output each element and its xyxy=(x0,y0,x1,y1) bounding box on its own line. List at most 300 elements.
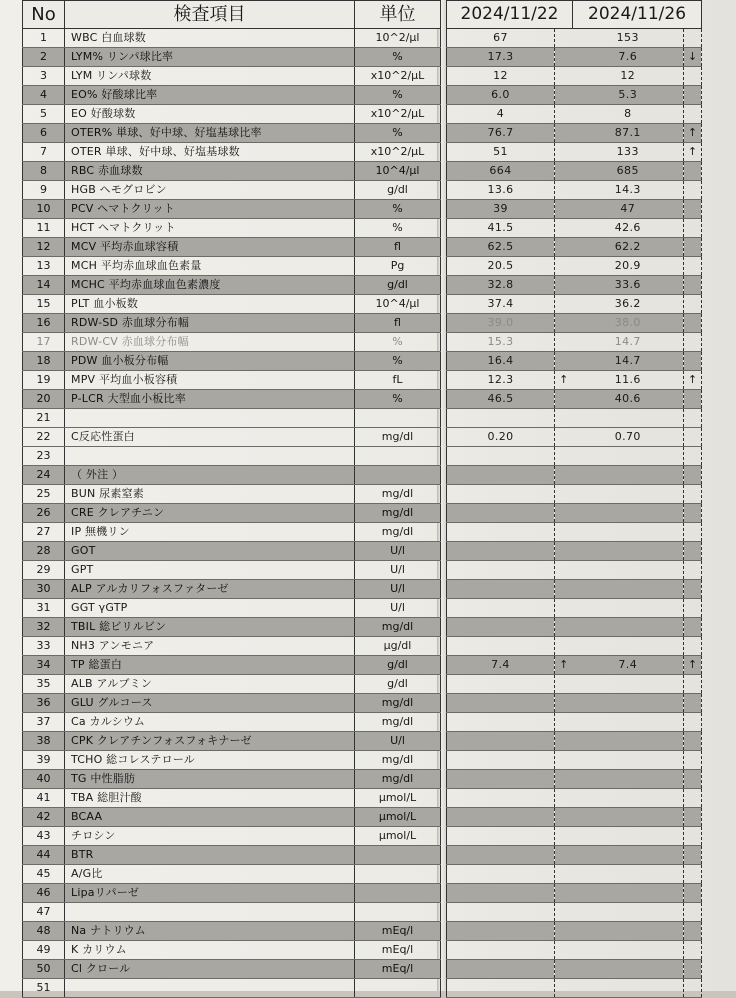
result-row xyxy=(447,979,702,998)
test-item-name: WBC 白血球数 xyxy=(65,29,355,48)
test-item-name xyxy=(65,447,355,466)
test-item-name: P-LCR 大型血小板比率 xyxy=(65,390,355,409)
result-value-1: 67 xyxy=(447,29,555,48)
table-row xyxy=(23,485,441,504)
result-flag-1 xyxy=(555,960,573,979)
result-flag-2 xyxy=(684,561,702,580)
result-row xyxy=(447,314,702,333)
row-number: 30 xyxy=(23,580,65,599)
result-flag-1 xyxy=(555,675,573,694)
result-flag-1 xyxy=(555,618,573,637)
test-item-name: TG 中性脂肪 xyxy=(65,770,355,789)
result-flag-2 xyxy=(684,29,702,48)
table-row xyxy=(23,276,441,295)
result-flag-1 xyxy=(555,941,573,960)
result-flag-1 xyxy=(555,732,573,751)
result-value-2 xyxy=(573,504,684,523)
result-row xyxy=(447,960,702,979)
result-flag-2: ↑ xyxy=(684,371,702,390)
test-unit: U/l xyxy=(355,732,441,751)
table-row xyxy=(23,903,441,922)
table-row xyxy=(23,105,441,124)
result-value-2 xyxy=(573,865,684,884)
result-flag-2 xyxy=(684,637,702,656)
test-unit: % xyxy=(355,86,441,105)
test-unit: mg/dl xyxy=(355,751,441,770)
result-value-2 xyxy=(573,808,684,827)
result-flag-2 xyxy=(684,67,702,86)
test-item-name: OTER% 単球、好中球、好塩基球比率 xyxy=(65,124,355,143)
result-row xyxy=(447,124,702,143)
result-value-2: 14.7 xyxy=(573,352,684,371)
test-item-name: MCV 平均赤血球容積 xyxy=(65,238,355,257)
result-flag-1 xyxy=(555,124,573,143)
result-row xyxy=(447,105,702,124)
test-unit: μg/dl xyxy=(355,637,441,656)
result-value-1 xyxy=(447,694,555,713)
test-unit: mg/dl xyxy=(355,523,441,542)
result-row xyxy=(447,599,702,618)
row-number: 28 xyxy=(23,542,65,561)
result-value-1 xyxy=(447,789,555,808)
result-row xyxy=(447,827,702,846)
result-flag-1 xyxy=(555,67,573,86)
result-flag-2 xyxy=(684,409,702,428)
result-flag-1 xyxy=(555,637,573,656)
test-item-name xyxy=(65,979,355,998)
result-row xyxy=(447,580,702,599)
result-flag-2 xyxy=(684,428,702,447)
result-value-1: 16.4 xyxy=(447,352,555,371)
result-row xyxy=(447,637,702,656)
header-item: 検査項目 xyxy=(65,1,355,29)
result-flag-1 xyxy=(555,428,573,447)
result-value-2: 5.3 xyxy=(573,86,684,105)
result-flag-2 xyxy=(684,390,702,409)
result-value-1: 39 xyxy=(447,200,555,219)
result-flag-2 xyxy=(684,960,702,979)
result-flag-2 xyxy=(684,979,702,998)
row-number: 12 xyxy=(23,238,65,257)
result-value-1 xyxy=(447,580,555,599)
result-row xyxy=(447,789,702,808)
row-number: 27 xyxy=(23,523,65,542)
result-row xyxy=(447,257,702,276)
result-value-1: 7.4 xyxy=(447,656,555,675)
result-flag-2 xyxy=(684,751,702,770)
result-flag-1 xyxy=(555,846,573,865)
result-flag-1 xyxy=(555,295,573,314)
table-row xyxy=(23,580,441,599)
row-number: 7 xyxy=(23,143,65,162)
row-number: 35 xyxy=(23,675,65,694)
test-item-name: チロシン xyxy=(65,827,355,846)
result-row xyxy=(447,770,702,789)
test-unit: μmol/L xyxy=(355,789,441,808)
test-unit: g/dl xyxy=(355,181,441,200)
result-value-1 xyxy=(447,960,555,979)
test-item-name: EO% 好酸球比率 xyxy=(65,86,355,105)
test-unit: 10^4/μl xyxy=(355,295,441,314)
table-row xyxy=(23,352,441,371)
result-value-2: 7.6 xyxy=(573,48,684,67)
result-flag-1 xyxy=(555,333,573,352)
test-item-name: PCV ヘマトクリット xyxy=(65,200,355,219)
result-row xyxy=(447,219,702,238)
row-number: 38 xyxy=(23,732,65,751)
test-unit: x10^2/μL xyxy=(355,143,441,162)
row-number: 43 xyxy=(23,827,65,846)
result-flag-1 xyxy=(555,542,573,561)
result-flag-1 xyxy=(555,770,573,789)
result-row xyxy=(447,618,702,637)
table-header-row xyxy=(23,1,441,29)
row-number: 37 xyxy=(23,713,65,732)
test-unit: mg/dl xyxy=(355,618,441,637)
result-value-1: 46.5 xyxy=(447,390,555,409)
table-row xyxy=(23,371,441,390)
result-row xyxy=(447,523,702,542)
table-row xyxy=(23,181,441,200)
result-value-2 xyxy=(573,732,684,751)
result-value-1: 13.6 xyxy=(447,181,555,200)
result-row xyxy=(447,903,702,922)
result-row xyxy=(447,808,702,827)
row-number: 6 xyxy=(23,124,65,143)
result-row xyxy=(447,884,702,903)
test-unit xyxy=(355,447,441,466)
row-number: 5 xyxy=(23,105,65,124)
result-flag-1 xyxy=(555,238,573,257)
table-row xyxy=(23,941,441,960)
result-flag-2 xyxy=(684,618,702,637)
row-number: 23 xyxy=(23,447,65,466)
test-item-name: HCT ヘマトクリット xyxy=(65,219,355,238)
table-row xyxy=(23,865,441,884)
result-flag-2 xyxy=(684,200,702,219)
result-flag-1 xyxy=(555,409,573,428)
result-value-2: 133 xyxy=(573,143,684,162)
table-row xyxy=(23,770,441,789)
result-value-1 xyxy=(447,884,555,903)
test-unit: mg/dl xyxy=(355,694,441,713)
result-value-1 xyxy=(447,941,555,960)
result-value-2: 8 xyxy=(573,105,684,124)
result-flag-2: ↑ xyxy=(684,656,702,675)
result-flag-2 xyxy=(684,922,702,941)
table-row xyxy=(23,466,441,485)
table-row xyxy=(23,29,441,48)
result-value-1: 32.8 xyxy=(447,276,555,295)
test-item-name: BTR xyxy=(65,846,355,865)
test-unit: % xyxy=(355,390,441,409)
result-row xyxy=(447,656,702,675)
result-value-2: 14.7 xyxy=(573,333,684,352)
test-unit: Pg xyxy=(355,257,441,276)
row-number: 32 xyxy=(23,618,65,637)
result-flag-2 xyxy=(684,770,702,789)
result-value-1: 4 xyxy=(447,105,555,124)
table-row xyxy=(23,86,441,105)
result-flag-1 xyxy=(555,390,573,409)
table-row xyxy=(23,827,441,846)
result-flag-1 xyxy=(555,48,573,67)
result-flag-2 xyxy=(684,732,702,751)
result-row xyxy=(447,428,702,447)
result-row xyxy=(447,732,702,751)
result-value-1: 17.3 xyxy=(447,48,555,67)
table-row xyxy=(23,960,441,979)
result-flag-2: ↑ xyxy=(684,124,702,143)
row-number: 24 xyxy=(23,466,65,485)
row-number: 20 xyxy=(23,390,65,409)
row-number: 49 xyxy=(23,941,65,960)
result-value-2 xyxy=(573,789,684,808)
test-items-table xyxy=(22,0,441,998)
test-item-name: TBIL 総ビリルビン xyxy=(65,618,355,637)
result-flag-2 xyxy=(684,219,702,238)
result-flag-1 xyxy=(555,523,573,542)
row-number: 26 xyxy=(23,504,65,523)
row-number: 46 xyxy=(23,884,65,903)
table-row xyxy=(23,561,441,580)
test-unit: fL xyxy=(355,371,441,390)
result-value-2 xyxy=(573,466,684,485)
test-item-name: EO 好酸球数 xyxy=(65,105,355,124)
result-value-2 xyxy=(573,770,684,789)
result-row xyxy=(447,409,702,428)
row-number: 19 xyxy=(23,371,65,390)
test-unit: mEq/l xyxy=(355,922,441,941)
test-item-name: RDW-SD 赤血球分布幅 xyxy=(65,314,355,333)
result-value-1: 20.5 xyxy=(447,257,555,276)
table-row xyxy=(23,922,441,941)
result-value-2: 7.4 xyxy=(573,656,684,675)
test-item-name: GLU グルコース xyxy=(65,694,355,713)
result-value-1 xyxy=(447,466,555,485)
result-value-1 xyxy=(447,751,555,770)
result-value-2 xyxy=(573,903,684,922)
result-row xyxy=(447,846,702,865)
result-flag-1 xyxy=(555,276,573,295)
test-item-name: MCHC 平均赤血球血色素濃度 xyxy=(65,276,355,295)
result-row xyxy=(447,466,702,485)
table-row xyxy=(23,447,441,466)
result-flag-1 xyxy=(555,485,573,504)
test-unit: x10^2/μL xyxy=(355,67,441,86)
result-value-2: 20.9 xyxy=(573,257,684,276)
result-flag-2: ↑ xyxy=(684,143,702,162)
table-row xyxy=(23,409,441,428)
result-row xyxy=(447,371,702,390)
result-flag-1 xyxy=(555,561,573,580)
row-number: 25 xyxy=(23,485,65,504)
result-row xyxy=(447,162,702,181)
row-number: 48 xyxy=(23,922,65,941)
test-item-name: LYM リンパ球数 xyxy=(65,67,355,86)
row-number: 47 xyxy=(23,903,65,922)
test-item-name: GPT xyxy=(65,561,355,580)
result-row xyxy=(447,143,702,162)
result-row xyxy=(447,713,702,732)
results-table xyxy=(446,0,702,998)
result-flag-1 xyxy=(555,903,573,922)
table-row xyxy=(23,124,441,143)
result-row xyxy=(447,276,702,295)
result-row xyxy=(447,295,702,314)
date-header-1: 2024/11/22 xyxy=(447,1,573,29)
table-row xyxy=(23,523,441,542)
result-row xyxy=(447,561,702,580)
test-item-name: Ca カルシウム xyxy=(65,713,355,732)
test-item-name: ALB アルブミン xyxy=(65,675,355,694)
result-row xyxy=(447,751,702,770)
test-unit: fl xyxy=(355,314,441,333)
result-value-1 xyxy=(447,979,555,998)
result-value-1 xyxy=(447,808,555,827)
table-row xyxy=(23,67,441,86)
test-unit: mg/dl xyxy=(355,713,441,732)
table-row xyxy=(23,162,441,181)
table-row xyxy=(23,257,441,276)
result-value-2 xyxy=(573,409,684,428)
result-row xyxy=(447,333,702,352)
row-number: 2 xyxy=(23,48,65,67)
result-value-2: 0.70 xyxy=(573,428,684,447)
result-value-2 xyxy=(573,694,684,713)
row-number: 21 xyxy=(23,409,65,428)
result-flag-2: ↓ xyxy=(684,48,702,67)
result-flag-2 xyxy=(684,238,702,257)
result-flag-1 xyxy=(555,162,573,181)
row-number: 18 xyxy=(23,352,65,371)
test-unit xyxy=(355,903,441,922)
result-value-2: 87.1 xyxy=(573,124,684,143)
result-flag-2 xyxy=(684,808,702,827)
test-unit: U/l xyxy=(355,580,441,599)
result-row xyxy=(447,238,702,257)
result-flag-2 xyxy=(684,314,702,333)
table-row xyxy=(23,979,441,998)
result-value-2 xyxy=(573,960,684,979)
row-number: 15 xyxy=(23,295,65,314)
test-unit: U/l xyxy=(355,599,441,618)
result-flag-2 xyxy=(684,599,702,618)
result-flag-1 xyxy=(555,314,573,333)
result-row xyxy=(447,29,702,48)
result-value-1 xyxy=(447,561,555,580)
result-flag-2 xyxy=(684,827,702,846)
row-number: 13 xyxy=(23,257,65,276)
test-unit: fl xyxy=(355,238,441,257)
result-value-1: 6.0 xyxy=(447,86,555,105)
result-flag-1 xyxy=(555,884,573,903)
row-number: 39 xyxy=(23,751,65,770)
result-flag-2 xyxy=(684,580,702,599)
result-row xyxy=(447,48,702,67)
result-flag-1 xyxy=(555,29,573,48)
result-value-2: 40.6 xyxy=(573,390,684,409)
result-flag-2 xyxy=(684,162,702,181)
test-unit xyxy=(355,865,441,884)
test-item-name: K カリウム xyxy=(65,941,355,960)
result-flag-1 xyxy=(555,751,573,770)
table-row xyxy=(23,618,441,637)
result-value-1: 664 xyxy=(447,162,555,181)
test-item-name: A/G比 xyxy=(65,865,355,884)
test-unit: % xyxy=(355,200,441,219)
result-flag-2 xyxy=(684,485,702,504)
result-value-2 xyxy=(573,618,684,637)
test-item-name: LYM% リンパ球比率 xyxy=(65,48,355,67)
result-flag-2 xyxy=(684,447,702,466)
result-flag-1 xyxy=(555,694,573,713)
result-flag-2 xyxy=(684,352,702,371)
result-flag-1 xyxy=(555,865,573,884)
result-flag-2 xyxy=(684,295,702,314)
test-item-name: PDW 血小板分布幅 xyxy=(65,352,355,371)
test-item-name: GOT xyxy=(65,542,355,561)
result-flag-1 xyxy=(555,143,573,162)
result-value-1 xyxy=(447,542,555,561)
test-item-name: HGB ヘモグロビン xyxy=(65,181,355,200)
test-item-name: MCH 平均赤血球血色素量 xyxy=(65,257,355,276)
results-header-row xyxy=(447,1,702,29)
result-value-2 xyxy=(573,713,684,732)
result-value-1: 41.5 xyxy=(447,219,555,238)
result-value-2: 685 xyxy=(573,162,684,181)
result-row xyxy=(447,86,702,105)
result-value-1 xyxy=(447,504,555,523)
result-value-2 xyxy=(573,941,684,960)
test-item-name: TP 総蛋白 xyxy=(65,656,355,675)
test-item-name: IP 無機リン xyxy=(65,523,355,542)
test-item-name: OTER 単球、好中球、好塩基球数 xyxy=(65,143,355,162)
test-unit: mg/dl xyxy=(355,504,441,523)
test-item-name: NH3 アンモニア xyxy=(65,637,355,656)
result-value-2: 33.6 xyxy=(573,276,684,295)
test-item-name: RDW-CV 赤血球分布幅 xyxy=(65,333,355,352)
table-row xyxy=(23,694,441,713)
test-item-name: RBC 赤血球数 xyxy=(65,162,355,181)
result-flag-1 xyxy=(555,808,573,827)
test-unit: % xyxy=(355,219,441,238)
result-flag-2 xyxy=(684,865,702,884)
result-value-1 xyxy=(447,599,555,618)
result-row xyxy=(447,694,702,713)
test-item-name: （ 外注 ） xyxy=(65,466,355,485)
result-value-1 xyxy=(447,675,555,694)
result-flag-2 xyxy=(684,789,702,808)
row-number: 50 xyxy=(23,960,65,979)
result-value-2 xyxy=(573,637,684,656)
table-row xyxy=(23,542,441,561)
result-flag-2 xyxy=(684,105,702,124)
result-value-2: 38.0 xyxy=(573,314,684,333)
result-flag-1 xyxy=(555,580,573,599)
test-unit: g/dl xyxy=(355,276,441,295)
result-value-2: 47 xyxy=(573,200,684,219)
test-item-name: TCHO 総コレステロール xyxy=(65,751,355,770)
result-value-1: 62.5 xyxy=(447,238,555,257)
result-value-1 xyxy=(447,732,555,751)
header-no: No xyxy=(23,1,65,29)
row-number: 9 xyxy=(23,181,65,200)
result-flag-1 xyxy=(555,922,573,941)
test-unit: mEq/l xyxy=(355,941,441,960)
result-value-2 xyxy=(573,580,684,599)
row-number: 17 xyxy=(23,333,65,352)
